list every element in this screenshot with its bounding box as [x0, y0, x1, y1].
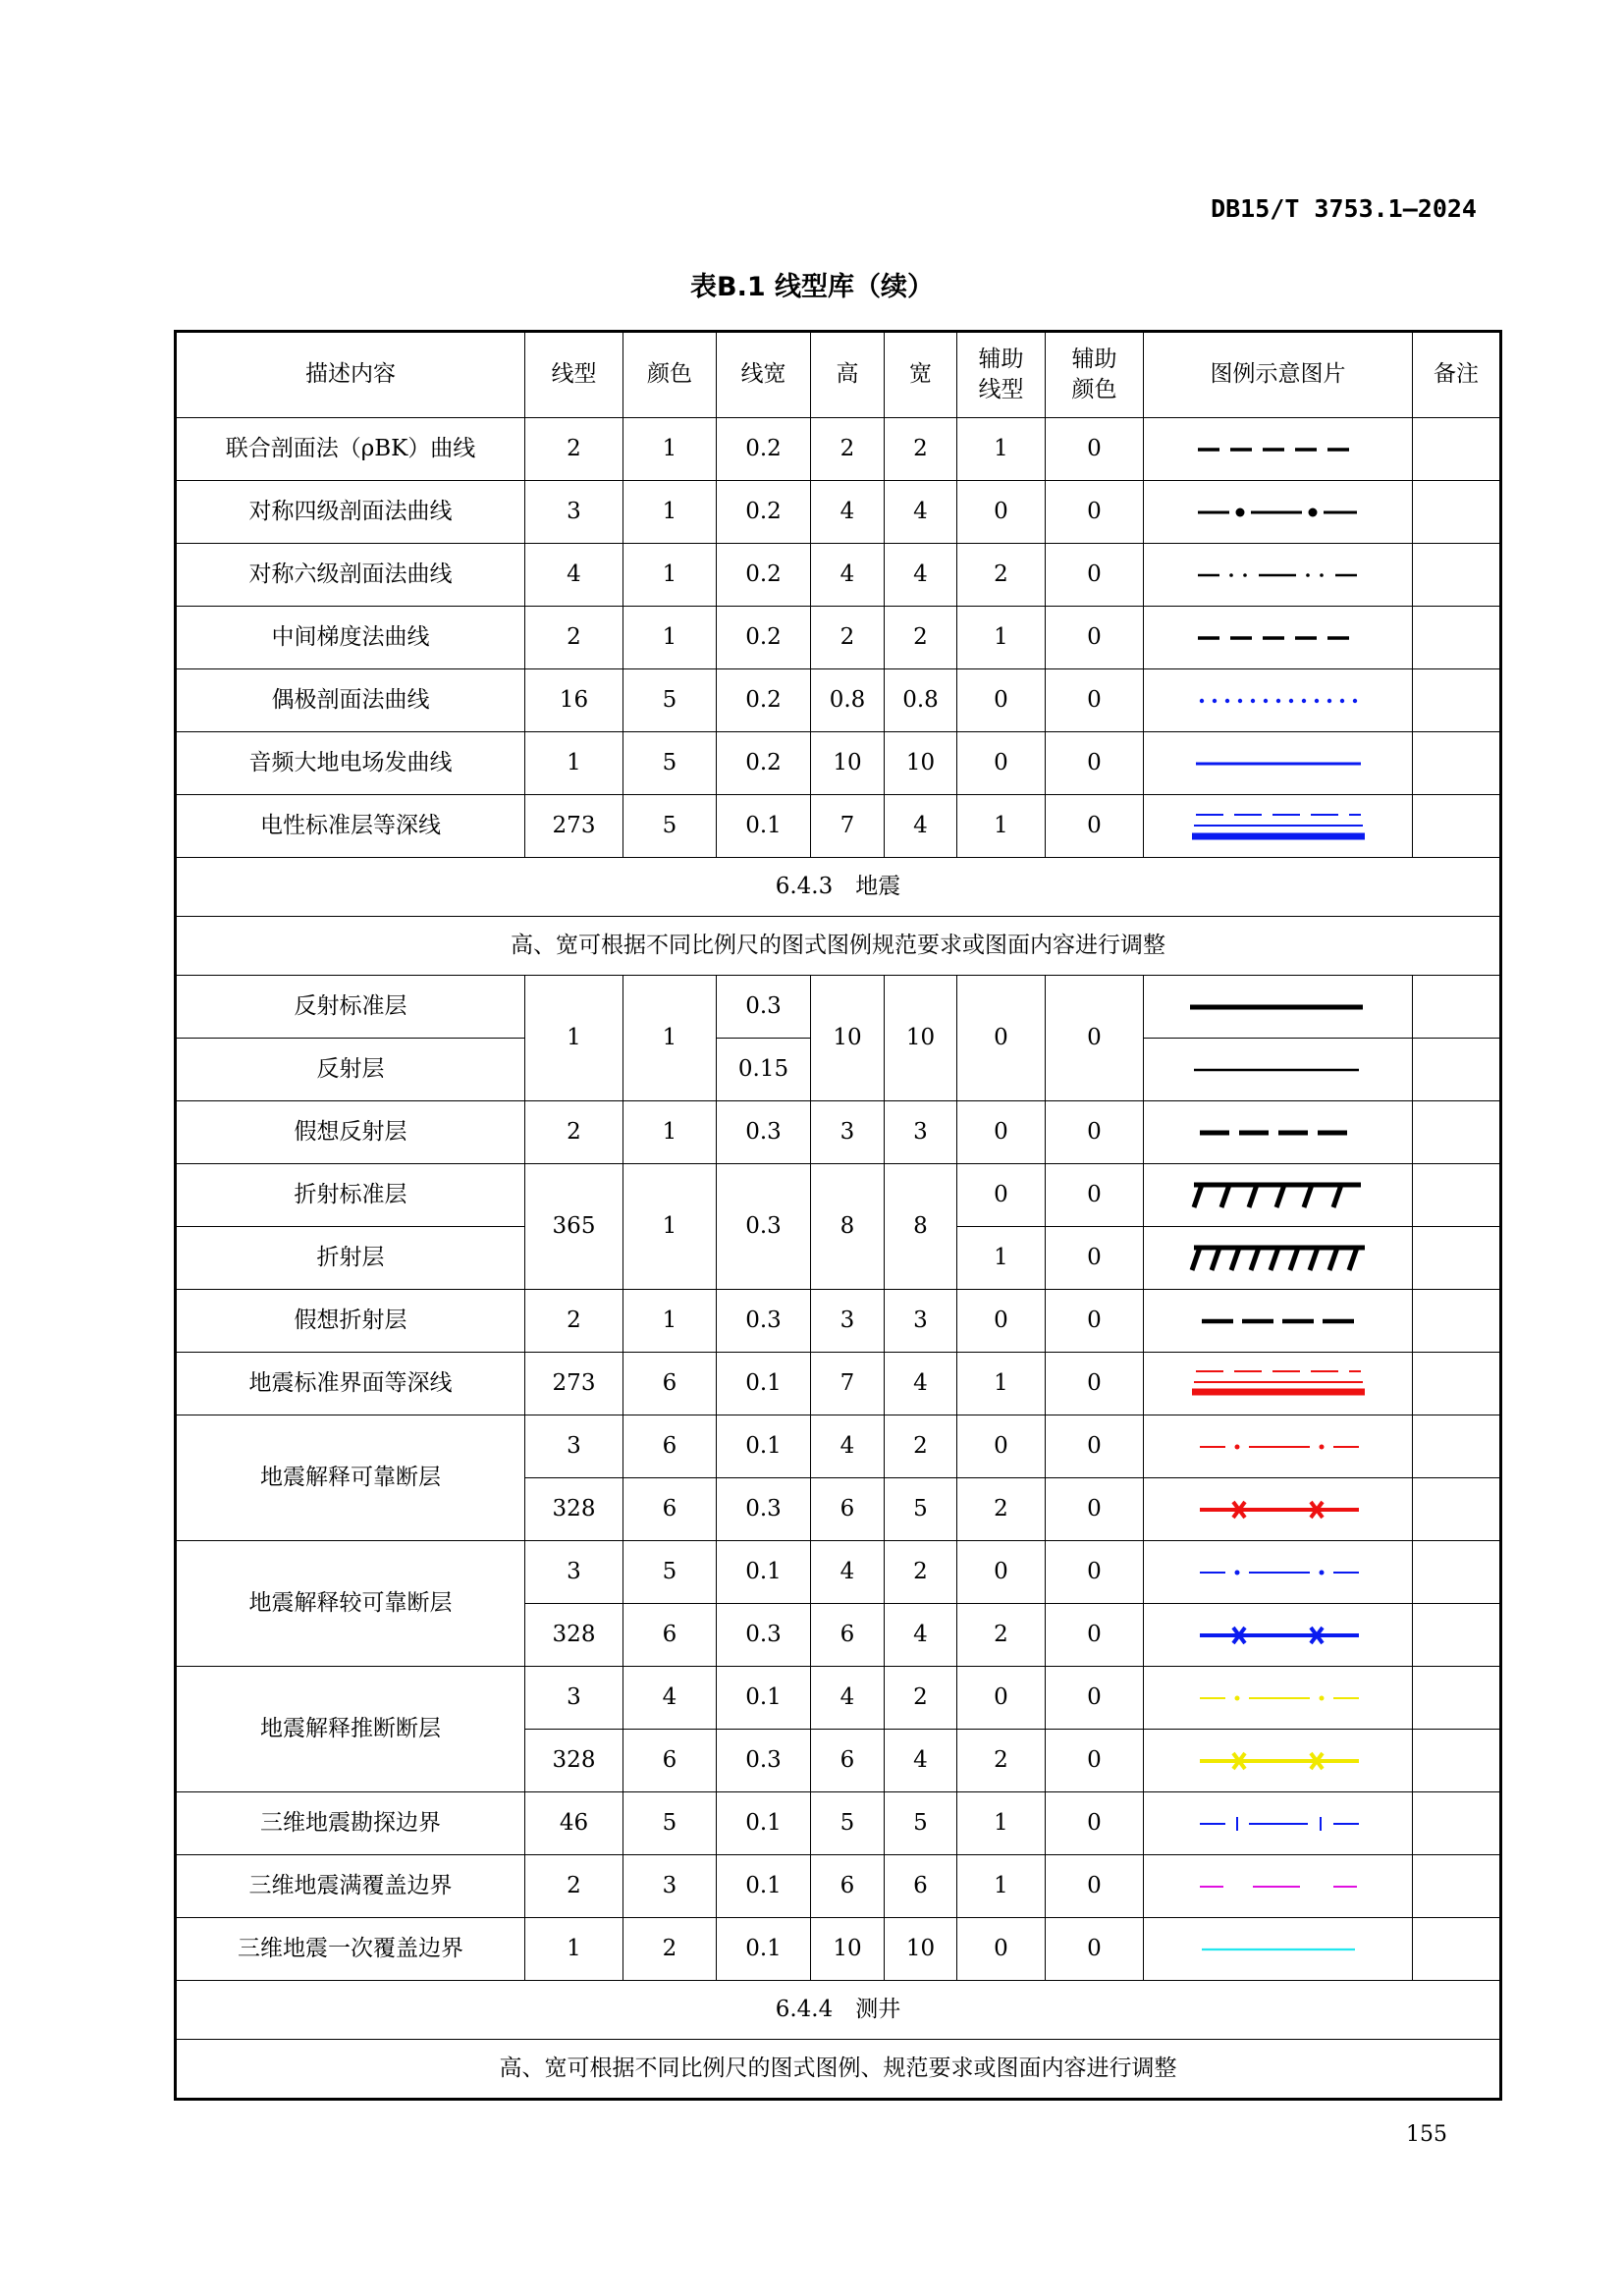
cell-type: 328: [525, 1730, 623, 1792]
cell-color: 1: [623, 1101, 717, 1164]
cell-type: 3: [525, 481, 623, 544]
col-header-aux-color: [1046, 332, 1144, 418]
legend-solid-blue: [1151, 742, 1406, 785]
cell-width: 0.2: [717, 669, 811, 732]
cell-w: 5: [885, 1478, 957, 1541]
cell-h: 8: [811, 1164, 885, 1290]
legend-tick-dash-blue: [1151, 1804, 1406, 1843]
cell-type: 2: [525, 1101, 623, 1164]
cell-h: 7: [811, 1353, 885, 1415]
col-header-part: 辅助: [1071, 346, 1117, 372]
cell-width: 0.15: [717, 1039, 811, 1101]
table-row: [176, 418, 1501, 481]
legend-cell: [1144, 1604, 1413, 1667]
cell-aux-type: 0: [957, 1101, 1046, 1164]
cell-h: 10: [811, 1918, 885, 1981]
document-number: DB15/T 3753.1—2024: [1211, 194, 1477, 223]
table-row: [176, 1918, 1501, 1981]
cell-remark: [1413, 732, 1501, 795]
cell-aux-type: 0: [957, 1667, 1046, 1730]
section-heading: 6.4.4 测井: [176, 1981, 1501, 2040]
cell-w: 4: [885, 481, 957, 544]
cell-color: 6: [623, 1478, 717, 1541]
legend-fault-x-blue: [1151, 1616, 1406, 1655]
col-header: 宽: [885, 332, 957, 418]
legend-cell: [1144, 1290, 1413, 1353]
cell-color: 5: [623, 1541, 717, 1604]
cell-aux-color: 0: [1046, 1227, 1144, 1290]
cell-remark: [1413, 607, 1501, 669]
table-row: [176, 607, 1501, 669]
legend-cell: [1144, 1478, 1413, 1541]
legend-solid-cyan: [1151, 1930, 1406, 1969]
cell-color: 1: [623, 481, 717, 544]
cell-aux-type: 0: [957, 1415, 1046, 1478]
table-row: [176, 1415, 1501, 1478]
cell-width: 0.3: [717, 1604, 811, 1667]
cell-aux-type: 0: [957, 1918, 1046, 1981]
cell-remark: [1413, 1415, 1501, 1478]
cell-type: 328: [525, 1604, 623, 1667]
cell-color: 1: [623, 418, 717, 481]
cell-width: 0.3: [717, 1478, 811, 1541]
cell-name: 假想反射层: [176, 1101, 525, 1164]
cell-name: 三维地震一次覆盖边界: [176, 1918, 525, 1981]
cell-remark: [1413, 481, 1501, 544]
cell-width: 0.3: [717, 1164, 811, 1290]
cell-type: 16: [525, 669, 623, 732]
cell-aux-color: 0: [1046, 976, 1144, 1101]
table-title: 表B.1 线型库（续）: [689, 272, 935, 302]
legend-cell: [1144, 1353, 1413, 1415]
legend-cell: [1144, 795, 1413, 858]
cell-remark: [1413, 1918, 1501, 1981]
cell-w: 10: [885, 976, 957, 1101]
cell-aux-color: 0: [1046, 1415, 1144, 1478]
cell-w: 4: [885, 795, 957, 858]
legend-cell: [1144, 418, 1413, 481]
cell-name: 音频大地电场发曲线: [176, 732, 525, 795]
col-header-part: 辅助: [978, 346, 1024, 372]
page-number: 155: [1406, 2122, 1447, 2147]
cell-color: 6: [623, 1415, 717, 1478]
section-note: 高、宽可根据不同比例尺的图式图例、规范要求或图面内容进行调整: [176, 2040, 1501, 2100]
cell-width: 0.3: [717, 1730, 811, 1792]
cell-aux-color: 0: [1046, 1855, 1144, 1918]
cell-name: 电性标准层等深线: [176, 795, 525, 858]
cell-h: 6: [811, 1478, 885, 1541]
cell-type: 3: [525, 1415, 623, 1478]
cell-h: 3: [811, 1101, 885, 1164]
cell-color: 6: [623, 1730, 717, 1792]
cell-name: 地震解释可靠断层: [176, 1415, 525, 1541]
legend-cell: [1144, 1039, 1413, 1101]
legend-fault-x-yellow: [1151, 1741, 1406, 1781]
cell-aux-type: 0: [957, 976, 1046, 1101]
section-note-row: [176, 917, 1501, 976]
cell-color: 5: [623, 669, 717, 732]
table-row: [176, 481, 1501, 544]
cell-type: 4: [525, 544, 623, 607]
legend-cell: [1144, 1918, 1413, 1981]
cell-remark: [1413, 418, 1501, 481]
table-row: [176, 1792, 1501, 1855]
legend-dot-dash-red: [1151, 1427, 1406, 1467]
cell-color: 6: [623, 1353, 717, 1415]
cell-width: 0.2: [717, 544, 811, 607]
legend-dot-dash-black: [1151, 491, 1406, 534]
legend-cell: [1144, 1792, 1413, 1855]
cell-name: 折射标准层: [176, 1164, 525, 1227]
table-row: [176, 1353, 1501, 1415]
cell-h: 4: [811, 1415, 885, 1478]
legend-isobath-blue: [1151, 805, 1406, 848]
cell-type: 328: [525, 1478, 623, 1541]
cell-aux-type: 0: [957, 669, 1046, 732]
cell-w: 5: [885, 1792, 957, 1855]
cell-aux-color: 0: [1046, 1541, 1144, 1604]
cell-h: 4: [811, 481, 885, 544]
cell-h: 2: [811, 607, 885, 669]
cell-width: 0.1: [717, 1667, 811, 1730]
cell-type: 2: [525, 418, 623, 481]
cell-w: 2: [885, 607, 957, 669]
cell-h: 6: [811, 1855, 885, 1918]
header-row: [176, 332, 1501, 418]
table-row: [176, 669, 1501, 732]
legend-dash-black-heavy: [1151, 428, 1406, 471]
cell-name: 三维地震勘探边界: [176, 1792, 525, 1855]
cell-h: 10: [811, 976, 885, 1101]
col-header-aux-type: [957, 332, 1046, 418]
legend-cell: [1144, 607, 1413, 669]
cell-width: 0.3: [717, 976, 811, 1039]
cell-aux-color: 0: [1046, 1604, 1144, 1667]
cell-name: 地震标准界面等深线: [176, 1353, 525, 1415]
legend-cell: [1144, 544, 1413, 607]
cell-w: 4: [885, 544, 957, 607]
cell-color: 4: [623, 1667, 717, 1730]
cell-aux-type: 0: [957, 481, 1046, 544]
cell-w: 4: [885, 1730, 957, 1792]
cell-aux-type: 1: [957, 607, 1046, 669]
cell-w: 3: [885, 1290, 957, 1353]
cell-name: 折射层: [176, 1227, 525, 1290]
cell-aux-color: 0: [1046, 607, 1144, 669]
cell-w: 10: [885, 732, 957, 795]
cell-color: 1: [623, 544, 717, 607]
cell-color: 1: [623, 1164, 717, 1290]
cell-aux-type: 2: [957, 1478, 1046, 1541]
cell-type: 3: [525, 1667, 623, 1730]
legend-double-dot-dash-black: [1151, 554, 1406, 597]
cell-remark: [1413, 1353, 1501, 1415]
cell-remark: [1413, 1604, 1501, 1667]
cell-aux-color: 0: [1046, 1792, 1144, 1855]
cell-w: 2: [885, 1667, 957, 1730]
table-row: [176, 544, 1501, 607]
cell-type: 1: [525, 732, 623, 795]
cell-aux-color: 0: [1046, 1353, 1144, 1415]
cell-color: 5: [623, 732, 717, 795]
legend-cell: [1144, 1541, 1413, 1604]
cell-width: 0.3: [717, 1290, 811, 1353]
section-heading-row: [176, 858, 1501, 917]
table-row: [176, 1667, 1501, 1730]
cell-width: 0.1: [717, 1918, 811, 1981]
cell-type: 2: [525, 607, 623, 669]
cell-name: 地震解释推断断层: [176, 1667, 525, 1792]
col-header: 颜色: [623, 332, 717, 418]
table-row: [176, 1541, 1501, 1604]
line-type-table: [174, 330, 1502, 2101]
table-row: [176, 1101, 1501, 1164]
col-header-part: 颜色: [1071, 377, 1117, 402]
cell-width: 0.2: [717, 607, 811, 669]
cell-name: 反射层: [176, 1039, 525, 1101]
cell-name: 地震解释较可靠断层: [176, 1541, 525, 1667]
section-heading: 6.4.3 地震: [176, 858, 1501, 917]
table-row: [176, 1164, 1501, 1227]
cell-w: 0.8: [885, 669, 957, 732]
cell-remark: [1413, 544, 1501, 607]
cell-remark: [1413, 1792, 1501, 1855]
table-row: [176, 976, 1501, 1039]
col-header: 备注: [1413, 332, 1501, 418]
cell-width: 0.1: [717, 1541, 811, 1604]
cell-width: 0.1: [717, 1415, 811, 1478]
cell-width: 0.2: [717, 481, 811, 544]
cell-aux-color: 0: [1046, 481, 1144, 544]
cell-h: 7: [811, 795, 885, 858]
cell-name: 三维地震满覆盖边界: [176, 1855, 525, 1918]
cell-aux-color: 0: [1046, 544, 1144, 607]
cell-h: 10: [811, 732, 885, 795]
legend-solid-thin-black: [1151, 1050, 1406, 1090]
cell-w: 2: [885, 1415, 957, 1478]
cell-width: 0.2: [717, 418, 811, 481]
cell-aux-color: 0: [1046, 1667, 1144, 1730]
col-header-part: 线型: [978, 377, 1024, 402]
cell-width: 0.1: [717, 1792, 811, 1855]
cell-h: 6: [811, 1604, 885, 1667]
cell-color: 6: [623, 1604, 717, 1667]
cell-remark: [1413, 1730, 1501, 1792]
col-header: 描述内容: [176, 332, 525, 418]
cell-type: 1: [525, 1918, 623, 1981]
table-row: [176, 732, 1501, 795]
cell-remark: [1413, 1290, 1501, 1353]
cell-aux-type: 1: [957, 418, 1046, 481]
legend-dash-magenta: [1151, 1867, 1406, 1906]
col-header: 图例示意图片: [1144, 332, 1413, 418]
cell-aux-type: 0: [957, 1164, 1046, 1227]
col-header: 线宽: [717, 332, 811, 418]
cell-name: 偶极剖面法曲线: [176, 669, 525, 732]
cell-aux-type: 0: [957, 732, 1046, 795]
cell-w: 6: [885, 1855, 957, 1918]
cell-color: 2: [623, 1918, 717, 1981]
cell-name: 对称四级剖面法曲线: [176, 481, 525, 544]
cell-aux-type: 2: [957, 1604, 1046, 1667]
cell-width: 0.3: [717, 1101, 811, 1164]
legend-refraction-standard: [1151, 1176, 1406, 1215]
cell-name: 中间梯度法曲线: [176, 607, 525, 669]
cell-width: 0.1: [717, 795, 811, 858]
cell-h: 4: [811, 544, 885, 607]
cell-remark: [1413, 1164, 1501, 1227]
cell-width: 0.1: [717, 1855, 811, 1918]
cell-aux-color: 0: [1046, 418, 1144, 481]
cell-remark: [1413, 669, 1501, 732]
cell-w: 4: [885, 1353, 957, 1415]
cell-aux-type: 0: [957, 1541, 1046, 1604]
legend-cell: [1144, 1855, 1413, 1918]
section-note: 高、宽可根据不同比例尺的图式图例规范要求或图面内容进行调整: [176, 917, 1501, 976]
cell-h: 3: [811, 1290, 885, 1353]
cell-h: 5: [811, 1792, 885, 1855]
cell-w: 3: [885, 1101, 957, 1164]
legend-cell: [1144, 1101, 1413, 1164]
cell-h: 2: [811, 418, 885, 481]
cell-type: 46: [525, 1792, 623, 1855]
cell-type: 273: [525, 1353, 623, 1415]
cell-type: 1: [525, 976, 623, 1101]
cell-aux-color: 0: [1046, 1290, 1144, 1353]
cell-type: 2: [525, 1855, 623, 1918]
legend-dot-dash-blue: [1151, 1553, 1406, 1592]
cell-w: 2: [885, 1541, 957, 1604]
cell-w: 8: [885, 1164, 957, 1290]
cell-color: 1: [623, 1290, 717, 1353]
cell-color: 1: [623, 976, 717, 1101]
cell-aux-color: 0: [1046, 1730, 1144, 1792]
section-heading-row: [176, 1981, 1501, 2040]
col-header: 线型: [525, 332, 623, 418]
cell-remark: [1413, 1541, 1501, 1604]
table-row: [176, 1290, 1501, 1353]
legend-dash-thick-black: [1151, 1302, 1406, 1341]
cell-h: 6: [811, 1730, 885, 1792]
cell-aux-color: 0: [1046, 1478, 1144, 1541]
cell-aux-color: 0: [1046, 669, 1144, 732]
legend-cell: [1144, 1730, 1413, 1792]
cell-h: 4: [811, 1541, 885, 1604]
cell-aux-type: 1: [957, 795, 1046, 858]
cell-remark: [1413, 1478, 1501, 1541]
legend-dotted-blue: [1151, 679, 1406, 722]
table-row: [176, 1855, 1501, 1918]
cell-aux-type: 2: [957, 544, 1046, 607]
legend-refraction: [1151, 1239, 1406, 1278]
cell-aux-type: 1: [957, 1227, 1046, 1290]
cell-remark: [1413, 1101, 1501, 1164]
legend-fault-x-red: [1151, 1490, 1406, 1529]
cell-aux-color: 0: [1046, 795, 1144, 858]
legend-isobath-red: [1151, 1362, 1406, 1406]
section-note-row: [176, 2040, 1501, 2100]
cell-remark: [1413, 1667, 1501, 1730]
legend-dash-black-heavy: [1151, 616, 1406, 660]
legend-dash-thick-black: [1151, 1113, 1406, 1152]
cell-type: 273: [525, 795, 623, 858]
cell-h: 4: [811, 1667, 885, 1730]
cell-aux-type: 1: [957, 1855, 1046, 1918]
cell-color: 3: [623, 1855, 717, 1918]
cell-type: 365: [525, 1164, 623, 1290]
cell-remark: [1413, 1039, 1501, 1101]
legend-solid-thick-black: [1151, 988, 1406, 1027]
legend-cell: [1144, 669, 1413, 732]
cell-aux-color: 0: [1046, 1918, 1144, 1981]
legend-cell: [1144, 481, 1413, 544]
cell-w: 10: [885, 1918, 957, 1981]
cell-aux-type: 0: [957, 1290, 1046, 1353]
legend-cell: [1144, 1667, 1413, 1730]
cell-h: 0.8: [811, 669, 885, 732]
cell-remark: [1413, 795, 1501, 858]
cell-width: 0.2: [717, 732, 811, 795]
legend-cell: [1144, 1227, 1413, 1290]
legend-cell: [1144, 976, 1413, 1039]
cell-width: 0.1: [717, 1353, 811, 1415]
table-row: [176, 795, 1501, 858]
cell-remark: [1413, 976, 1501, 1039]
legend-cell: [1144, 1164, 1413, 1227]
cell-color: 5: [623, 1792, 717, 1855]
cell-name: 假想折射层: [176, 1290, 525, 1353]
cell-aux-color: 0: [1046, 1101, 1144, 1164]
cell-remark: [1413, 1855, 1501, 1918]
cell-aux-type: 2: [957, 1730, 1046, 1792]
cell-aux-color: 0: [1046, 1164, 1144, 1227]
cell-color: 1: [623, 607, 717, 669]
cell-aux-color: 0: [1046, 732, 1144, 795]
cell-color: 5: [623, 795, 717, 858]
legend-dot-dash-yellow: [1151, 1679, 1406, 1718]
cell-name: 联合剖面法（ρBK）曲线: [176, 418, 525, 481]
cell-remark: [1413, 1227, 1501, 1290]
cell-w: 4: [885, 1604, 957, 1667]
legend-cell: [1144, 1415, 1413, 1478]
cell-aux-type: 1: [957, 1353, 1046, 1415]
cell-name: 对称六级剖面法曲线: [176, 544, 525, 607]
cell-name: 反射标准层: [176, 976, 525, 1039]
legend-cell: [1144, 732, 1413, 795]
cell-w: 2: [885, 418, 957, 481]
cell-aux-type: 1: [957, 1792, 1046, 1855]
cell-type: 2: [525, 1290, 623, 1353]
col-header: 高: [811, 332, 885, 418]
cell-type: 3: [525, 1541, 623, 1604]
